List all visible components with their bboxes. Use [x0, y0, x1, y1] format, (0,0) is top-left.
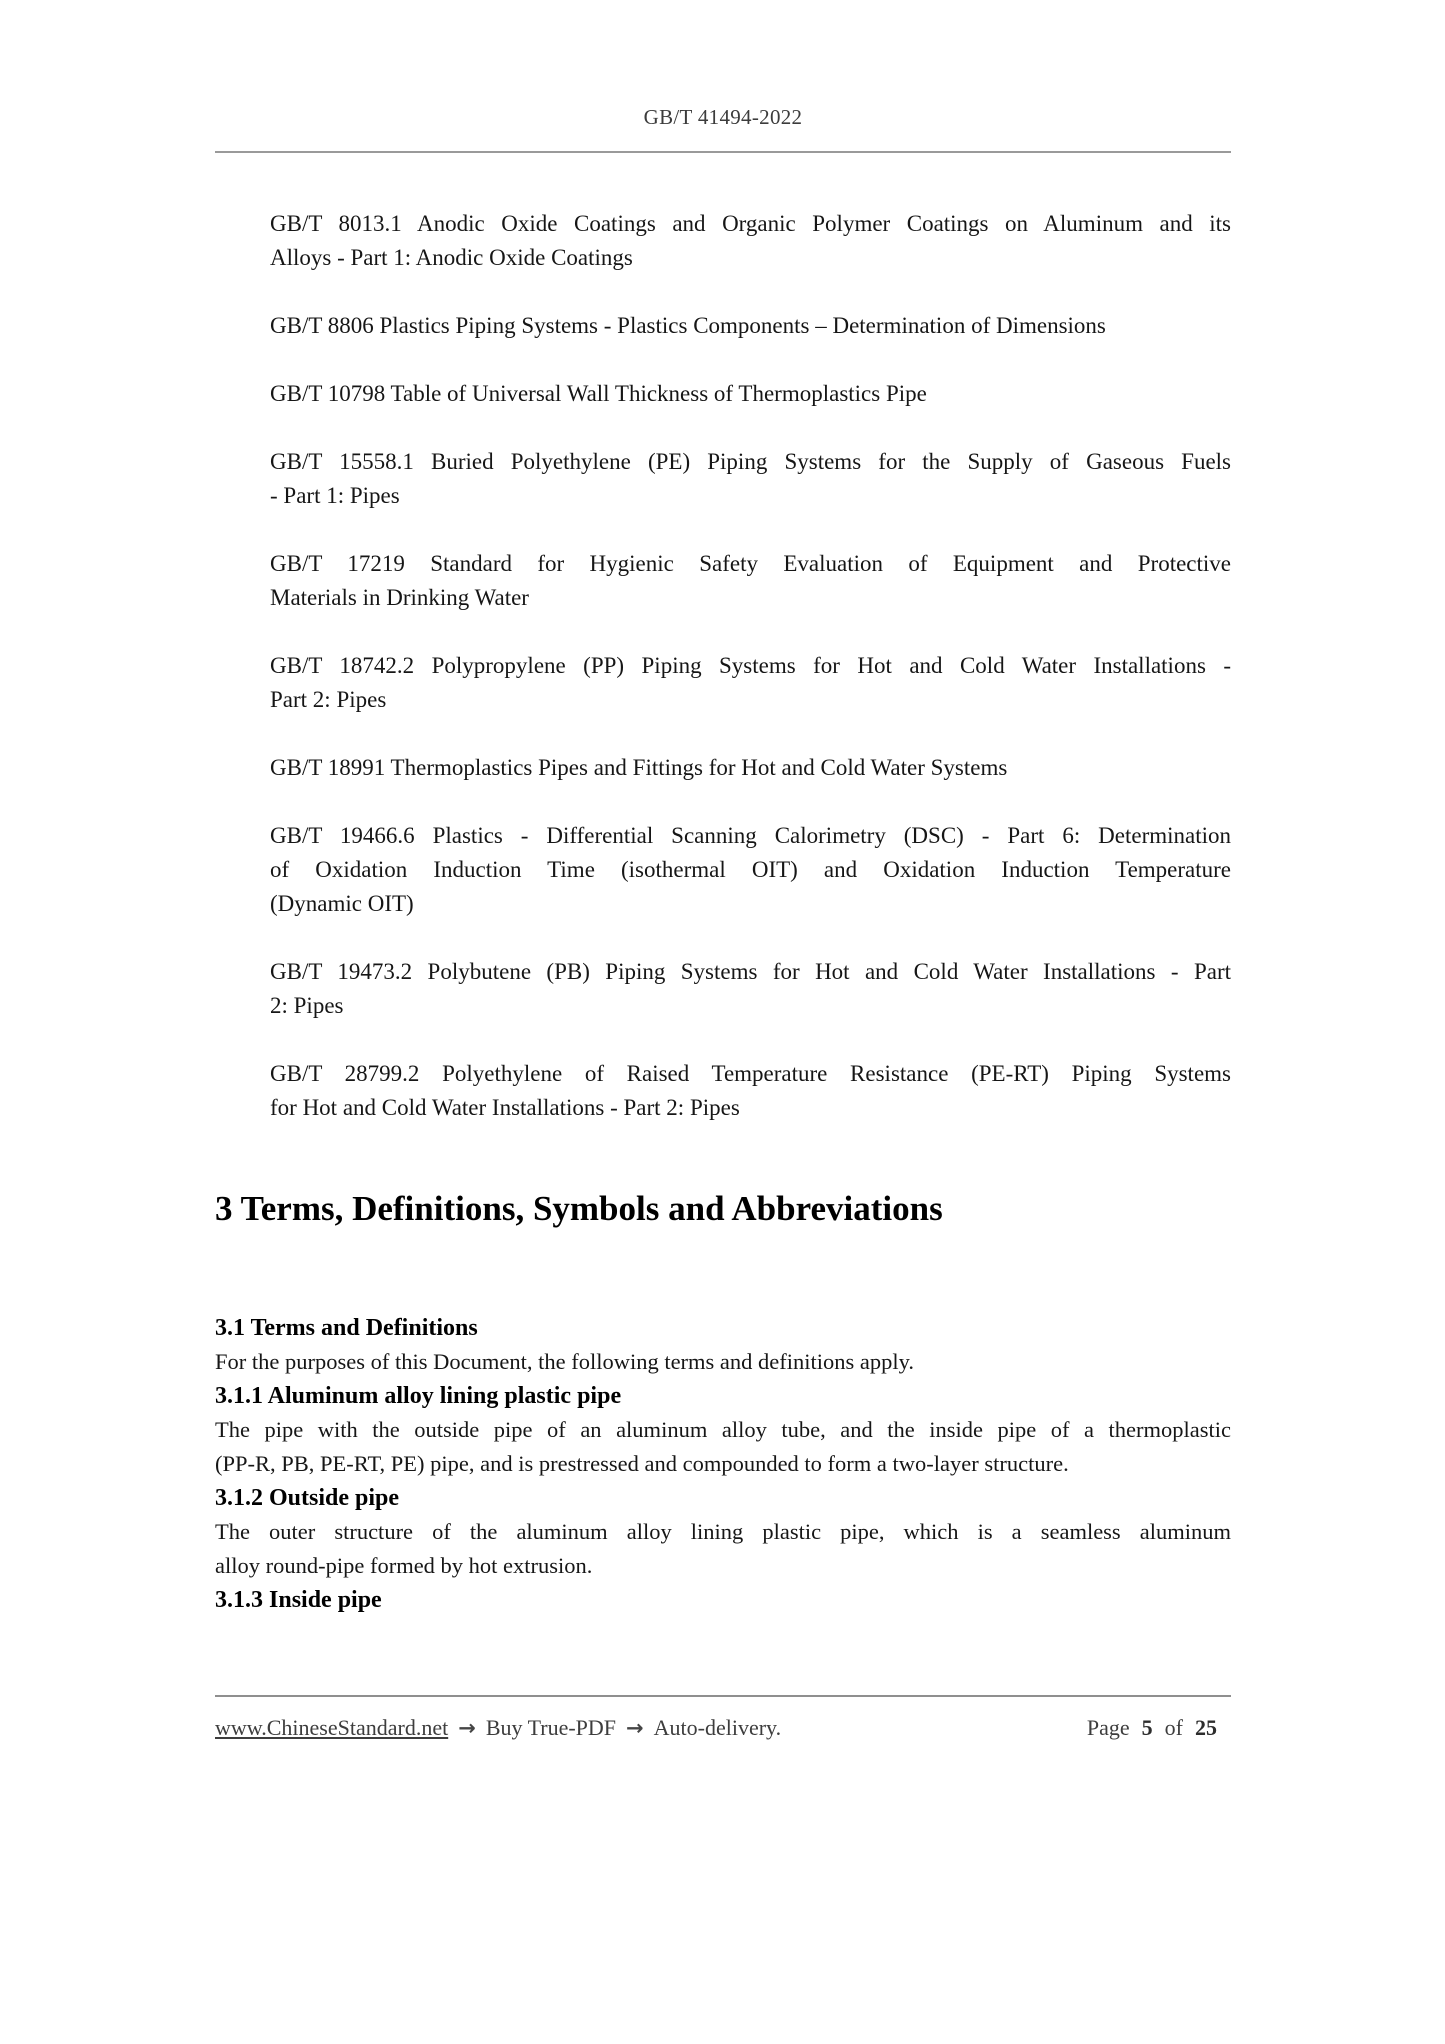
footer-row: [215, 1711, 1231, 1745]
reference-line: GB/T 15558.1 Buried Polyethylene (PE) Piping Systems for the Supply of Gaseous Fuels: [270, 449, 1231, 474]
page-of-label: of: [1164, 1715, 1183, 1740]
reference-paragraph: [270, 547, 1231, 615]
reference-line: GB/T 18991 Thermoplastics Pipes and Fittings for Hot and Cold Water Systems: [270, 755, 1008, 780]
term-heading-outside-pipe: 3.1.2 Outside pipe: [215, 1485, 400, 1511]
footer-buy-label: Buy True-PDF: [485, 1715, 617, 1740]
reference-line: of Oxidation Induction Time (isothermal OIT) and Oxidation Induction Temperature: [270, 857, 1231, 882]
reference-paragraph: [270, 819, 1231, 921]
footer-delivery-label: Auto-delivery.: [653, 1715, 782, 1740]
footer-divider: [215, 1695, 1231, 1697]
reference-line: 2: Pipes: [270, 993, 344, 1018]
reference-line: GB/T 10798 Table of Universal Wall Thickness of Thermoplastics Pipe: [270, 381, 927, 406]
term-definition: [215, 1413, 1231, 1481]
reference-paragraph: [270, 377, 1231, 411]
reference-line: GB/T 8013.1 Anodic Oxide Coatings and Organic Polymer Coatings on Aluminum and its: [270, 211, 1231, 236]
reference-line: (Dynamic OIT): [270, 891, 414, 916]
footer-source-info: [215, 1711, 781, 1745]
reference-line: GB/T 17219 Standard for Hygienic Safety Evaluation of Equipment and Protective: [270, 551, 1231, 576]
terms-section: [215, 1185, 1231, 1617]
reference-line: GB/T 19473.2 Polybutene (PB) Piping Systems for Hot and Cold Water Installations - Part: [270, 959, 1231, 984]
reference-line: GB/T 19466.6 Plastics - Differential Scanning Calorimetry (DSC) - Part 6: Determination: [270, 823, 1231, 848]
term-definition: [215, 1515, 1231, 1583]
term-heading-inside-pipe: 3.1.3 Inside pipe: [215, 1587, 382, 1613]
page-footer: [215, 1695, 1231, 1745]
definition-line: The pipe with the outside pipe of an aluminum alloy tube, and the inside pipe of a thermoplastic: [215, 1417, 1231, 1442]
page-current-number: 5: [1141, 1715, 1153, 1740]
definition-line: The outer structure of the aluminum alloy lining plastic pipe, which is a seamless aluminum: [215, 1519, 1231, 1544]
site-link[interactable]: www.ChineseStandard.net: [215, 1715, 449, 1740]
term-heading-aluminum-alloy-lining-plastic-pipe: 3.1.1 Aluminum alloy lining plastic pipe: [215, 1383, 622, 1409]
section-heading: 3 Terms, Definitions, Symbols and Abbreviations: [215, 1189, 943, 1228]
reference-line: for Hot and Cold Water Installations - Part 2: Pipes: [270, 1095, 740, 1120]
normative-references-list: [270, 207, 1231, 1125]
page-total-number: 25: [1195, 1715, 1217, 1740]
reference-line: - Part 1: Pipes: [270, 483, 400, 508]
reference-paragraph: [270, 207, 1231, 275]
reference-paragraph: [270, 649, 1231, 717]
standard-number-title: GB/T 41494-2022: [643, 105, 803, 129]
definition-line: alloy round-pipe formed by hot extrusion.: [215, 1553, 593, 1578]
right-arrow-icon: →: [626, 1716, 644, 1740]
reference-line: Part 2: Pipes: [270, 687, 387, 712]
reference-line: GB/T 8806 Plastics Piping Systems - Plastics Components – Determination of Dimensions: [270, 313, 1106, 338]
reference-paragraph: [270, 309, 1231, 343]
subsection-heading-terms: 3.1 Terms and Definitions: [215, 1315, 478, 1341]
reference-line: GB/T 18742.2 Polypropylene (PP) Piping Systems for Hot and Cold Water Installations -: [270, 653, 1231, 678]
page-header: [215, 103, 1231, 153]
reference-line: GB/T 28799.2 Polyethylene of Raised Temperature Resistance (PE-RT) Piping Systems: [270, 1061, 1231, 1086]
reference-paragraph: [270, 445, 1231, 513]
reference-paragraph: [270, 751, 1231, 785]
terms-intro-paragraph: For the purposes of this Document, the following terms and definitions apply.: [215, 1349, 915, 1374]
definition-line: (PP-R, PB, PE-RT, PE) pipe, and is prestressed and compounded to form a two-layer structure.: [215, 1451, 1069, 1476]
reference-line: Materials in Drinking Water: [270, 585, 529, 610]
reference-line: Alloys - Part 1: Anodic Oxide Coatings: [270, 245, 633, 270]
right-arrow-icon: →: [458, 1716, 476, 1740]
page-label: Page: [1086, 1715, 1130, 1740]
page-indicator: [1087, 1711, 1231, 1745]
reference-paragraph: [270, 1057, 1231, 1125]
reference-paragraph: [270, 955, 1231, 1023]
header-divider: [215, 151, 1231, 153]
